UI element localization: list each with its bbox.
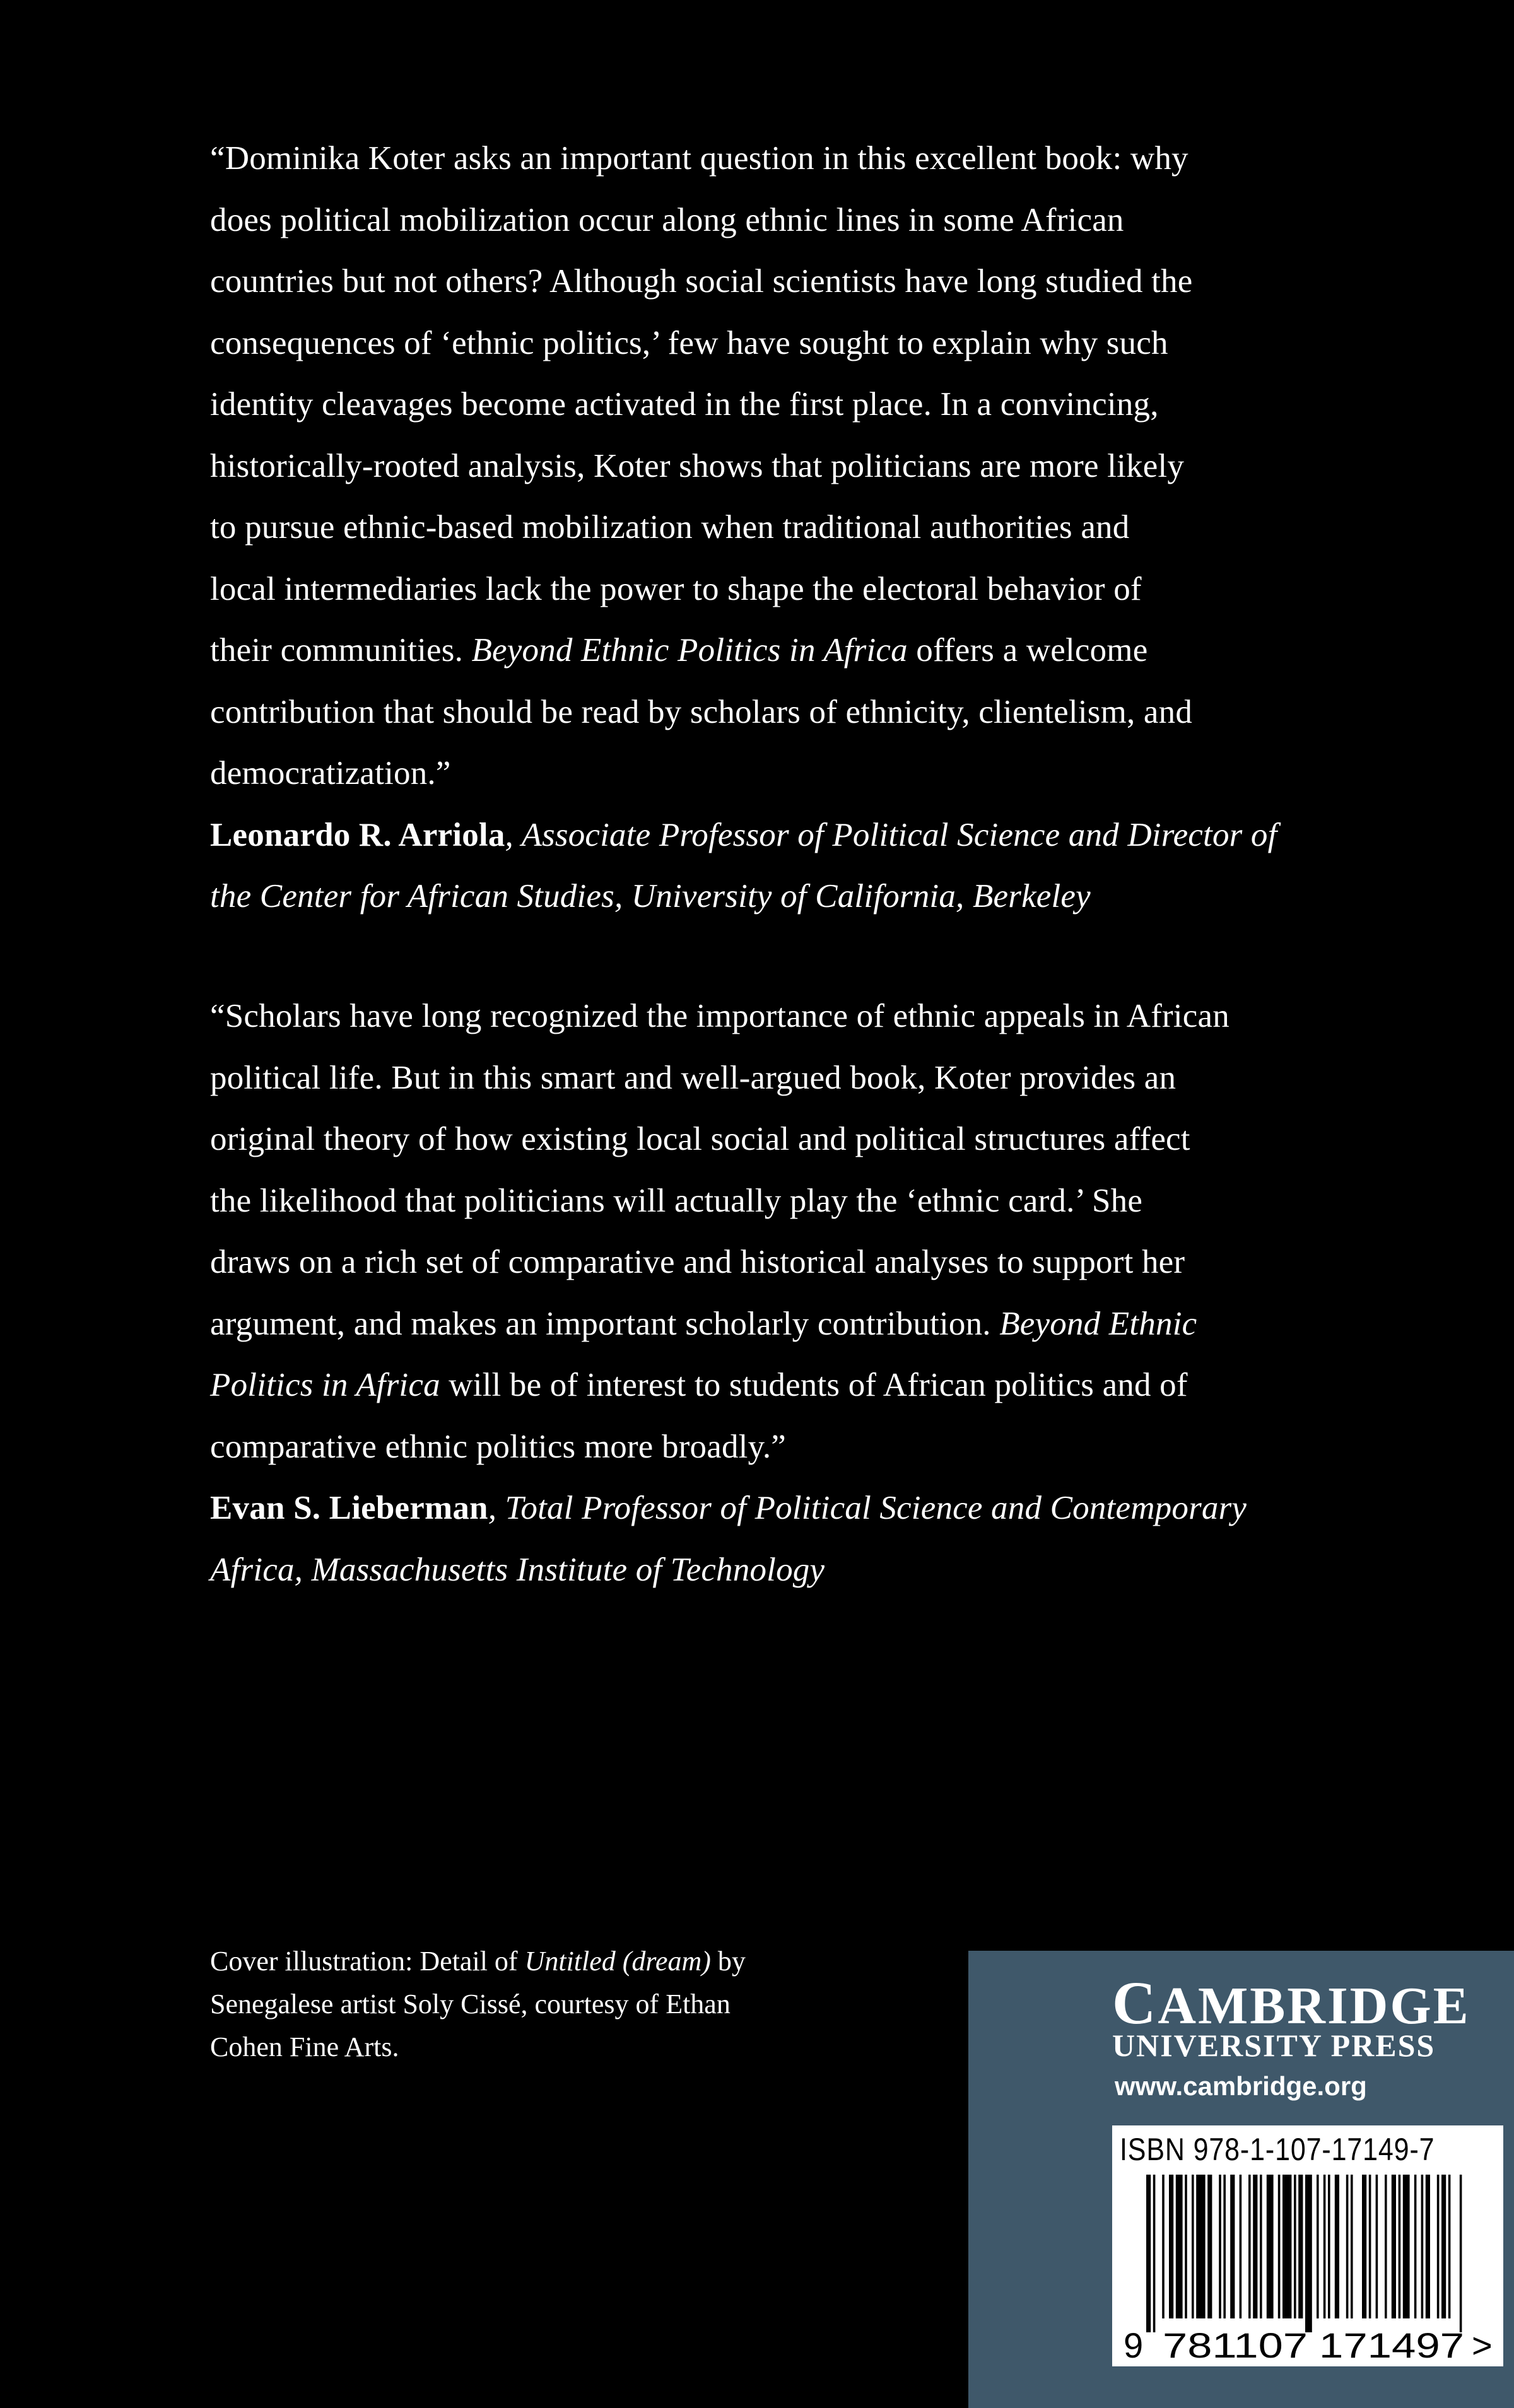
barcode-bar <box>1305 2175 1312 2332</box>
text-run: by <box>710 1946 746 1977</box>
quote-1-line <box>210 559 1409 621</box>
quote-attribution-2 <box>210 1478 1409 1601</box>
barcode-bar <box>1335 2175 1339 2318</box>
quote-1-line <box>210 743 1409 805</box>
text-run: the likelihood that politicians will actually play the ‘ethnic card.’ She <box>210 1182 1143 1219</box>
barcode-bar <box>1346 2175 1349 2318</box>
barcode-bar <box>1196 2175 1205 2318</box>
barcode-bar <box>1162 2175 1165 2318</box>
barcode-bar <box>1169 2175 1173 2318</box>
text-run: countries but not others? Although social scientists have long studied the <box>210 263 1193 300</box>
quote-1-line <box>210 374 1409 436</box>
barcode-digits-right: 171497 <box>1319 2325 1464 2364</box>
barcode-bar <box>1248 2175 1251 2318</box>
text-run: local intermediaries lack the power to shape the electoral behavior of <box>210 570 1142 607</box>
attribution-line <box>210 1478 1409 1540</box>
quote-2-line <box>210 1109 1409 1171</box>
barcode-bar <box>1403 2175 1410 2318</box>
barcode-bar <box>1294 2175 1296 2318</box>
quote-2-line <box>210 1171 1409 1232</box>
barcode-bar <box>1376 2175 1378 2318</box>
barcode-bar <box>1153 2175 1156 2332</box>
barcode-bar <box>1146 2175 1151 2332</box>
barcode-bar <box>1323 2175 1326 2318</box>
text-run: political life. But in this smart and well-argued book, Koter provides an <box>210 1059 1177 1096</box>
barcode-bar <box>1460 2175 1462 2332</box>
quote-1-line <box>210 682 1409 744</box>
barcode-bar <box>1267 2175 1274 2318</box>
text-run: will be of interest to students of African politics and of <box>440 1367 1188 1403</box>
barcode-bar <box>1399 2175 1401 2318</box>
text-run: draws on a rich set of comparative and historical analyses to support her <box>210 1244 1185 1280</box>
quote-2-line <box>210 1417 1409 1478</box>
quote-2-line <box>210 1294 1409 1355</box>
text-run: identity cleavages become activated in the first place. In a convincing, <box>210 386 1159 423</box>
barcode-bar <box>1448 2175 1451 2318</box>
text-run: to pursue ethnic-based mobilization when traditional authorities and <box>210 509 1130 546</box>
quote-2-line <box>210 986 1409 1048</box>
quote-attribution-1 <box>210 805 1409 928</box>
barcode-bar <box>1369 2175 1371 2318</box>
barcode-bar <box>1385 2175 1387 2318</box>
endorser-title: , Associate Professor of Political Science and Director of <box>505 816 1277 853</box>
barcode-bar <box>1240 2175 1242 2318</box>
text-run: “Dominika Koter asks an important question in this excellent book: why <box>210 140 1188 177</box>
attribution-line <box>210 1540 1409 1601</box>
text-run: their communities. <box>210 632 472 669</box>
barcode-bar <box>1362 2175 1366 2318</box>
quote-2-line <box>210 1048 1409 1109</box>
isbn-label: ISBN 978-1-107-17149-7 <box>1120 2132 1435 2167</box>
barcode-bar <box>1437 2175 1440 2318</box>
text-run: democratization.” <box>210 755 451 792</box>
book-title-text: Beyond Ethnic <box>999 1305 1197 1342</box>
barcode-end-marker: > <box>1472 2325 1493 2364</box>
book-title-text: Politics in Africa <box>210 1367 440 1403</box>
publisher-name-rest: AMBRIDGE <box>1158 1977 1470 2035</box>
barcode-bar <box>1207 2175 1212 2318</box>
barcode-bar <box>1441 2175 1446 2318</box>
isbn-barcode-box <box>1112 2125 1503 2366</box>
barcode-bar <box>1282 2175 1291 2318</box>
text-run: contribution that should be read by scholars of ethnicity, clientelism, and <box>210 693 1193 730</box>
text-run: does political mobilization occur along ethnic lines in some African <box>210 201 1124 238</box>
cover-illustration-credit <box>210 1940 936 2069</box>
barcode-bar <box>1421 2175 1424 2318</box>
barcode-bars <box>1146 2175 1462 2332</box>
barcode-bar <box>1223 2175 1226 2318</box>
attribution-line <box>210 805 1409 867</box>
quote-1-line <box>210 251 1409 313</box>
publisher-panel <box>968 1951 1514 2408</box>
barcode-bar <box>1317 2175 1319 2318</box>
text-run: historically-rooted analysis, Koter shows that politicians are more likely <box>210 447 1185 484</box>
endorser-title: the Center for African Studies, University of California, Berkeley <box>210 878 1091 915</box>
text-run: comparative ethnic politics more broadly.” <box>210 1428 786 1465</box>
quote-2-line <box>210 1355 1409 1417</box>
book-title-text: Untitled (dream) <box>524 1946 711 1977</box>
quote-text-2 <box>210 986 1409 1478</box>
barcode-first-digit: 9 <box>1124 2325 1144 2364</box>
endorser-name: Evan S. Lieberman <box>210 1490 488 1526</box>
text-run: offers a welcome <box>907 632 1148 669</box>
barcode-bar <box>1253 2175 1257 2318</box>
attribution-line <box>210 866 1409 928</box>
barcode-bar <box>1328 2175 1330 2318</box>
credit-line <box>210 1940 936 1983</box>
book-title-text: Beyond Ethnic Politics in Africa <box>471 632 908 669</box>
quote-text-1 <box>210 128 1409 805</box>
barcode-bar <box>1176 2175 1183 2318</box>
quote-1-line <box>210 436 1409 498</box>
text-run: Senegalese artist Soly Cissé, courtesy of Ethan <box>210 1989 731 2019</box>
text-run: original theory of how existing local social and political structures affect <box>210 1121 1190 1157</box>
quote-2-line <box>210 1232 1409 1294</box>
publisher-name-initial: C <box>1112 1969 1158 2037</box>
text-run: Cover illustration: Detail of <box>210 1946 525 1977</box>
barcode-bar <box>1185 2175 1187 2318</box>
barcode-bar <box>1392 2175 1396 2318</box>
quote-1-line <box>210 620 1409 682</box>
barcode-bar <box>1298 2175 1303 2318</box>
barcode-bar <box>1351 2175 1353 2318</box>
barcode-bar <box>1426 2175 1430 2318</box>
text-run: “Scholars have long recognized the importance of ethnic appeals in African <box>210 998 1229 1034</box>
barcode-bar <box>1414 2175 1417 2318</box>
endorser-title: , Total Professor of Political Science and Contemporary <box>488 1490 1247 1526</box>
quote-1-line <box>210 128 1409 190</box>
barcode-bar <box>1219 2175 1221 2318</box>
publisher-name <box>1112 1969 1470 2037</box>
quote-1-line <box>210 497 1409 559</box>
endorsement-quote-2 <box>210 986 1409 1601</box>
publisher-subtitle: UNIVERSITY PRESS <box>1112 2028 1436 2063</box>
endorsement-quote-1 <box>210 128 1409 928</box>
barcode-bar <box>1192 2175 1194 2318</box>
publisher-website: www.cambridge.org <box>1115 2071 1367 2101</box>
barcode-bar <box>1260 2175 1262 2318</box>
endorser-name: Leonardo R. Arriola <box>210 816 505 853</box>
barcode-bar <box>1278 2175 1281 2318</box>
barcode-digits-left: 781107 <box>1163 2325 1308 2364</box>
quote-1-line <box>210 313 1409 375</box>
endorser-title: Africa, Massachusetts Institute of Technology <box>210 1551 825 1588</box>
barcode-bar <box>1230 2175 1235 2318</box>
credit-line <box>210 1983 936 2026</box>
credit-line <box>210 2026 936 2069</box>
barcode <box>1118 2175 1497 2364</box>
quote-1-line <box>210 190 1409 252</box>
text-run: consequences of ‘ethnic politics,’ few have sought to explain why such <box>210 324 1168 361</box>
text-run: argument, and makes an important scholarly contribution. <box>210 1305 1000 1342</box>
text-run: Cohen Fine Arts. <box>210 2031 399 2062</box>
